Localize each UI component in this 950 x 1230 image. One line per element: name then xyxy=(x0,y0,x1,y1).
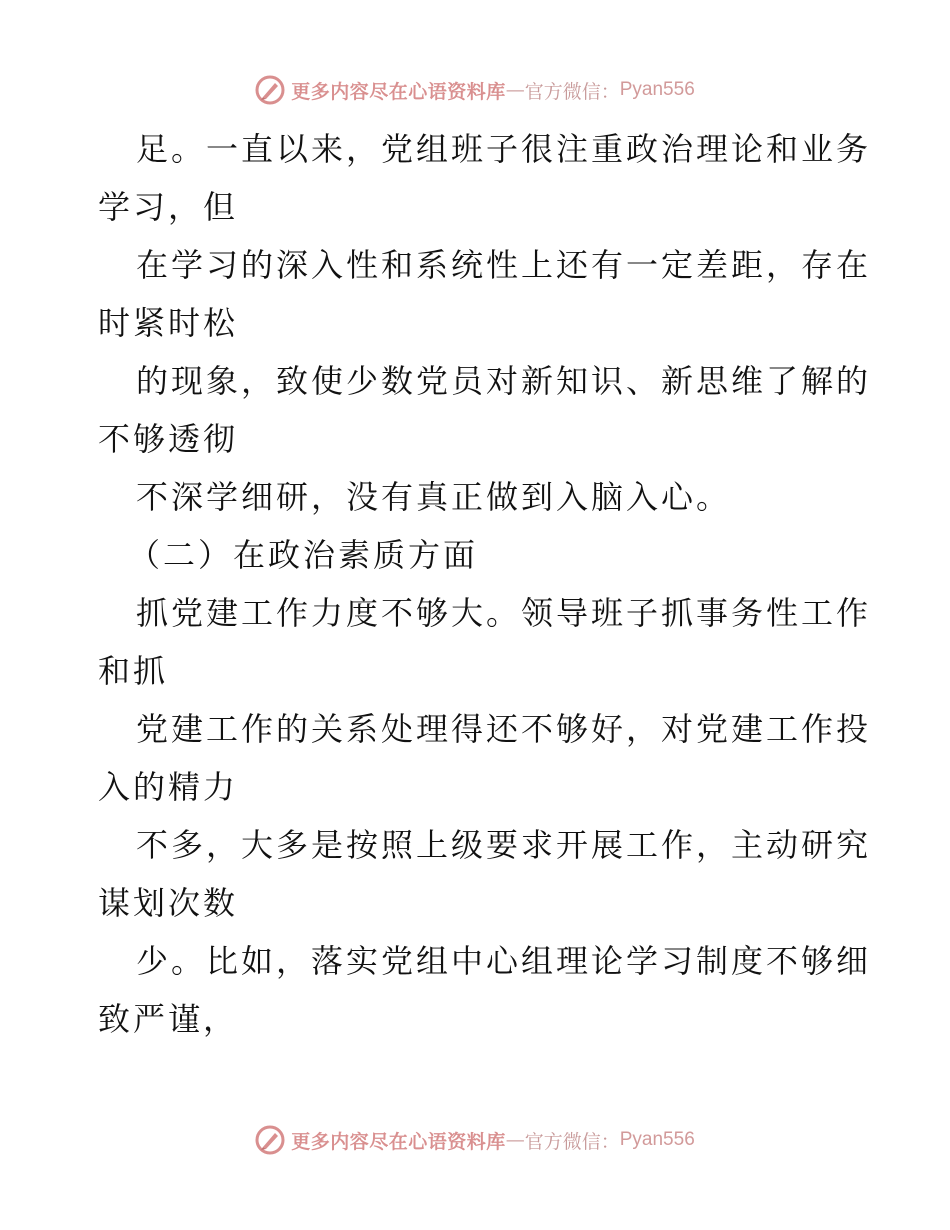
paragraph xyxy=(98,816,872,932)
section-heading: （二）在政治素质方面 xyxy=(128,536,479,574)
watermark-site: 更多内容尽在心语资料库 xyxy=(291,1130,506,1153)
paragraph-line: 的现象，致使少数党员对新知识、新思维了解的 xyxy=(136,362,872,400)
watermark-separator: — xyxy=(505,1129,525,1151)
watermark-site: 更多内容尽在心语资料库 xyxy=(291,80,506,103)
watermark-wechat-label: 官方微信： xyxy=(524,1130,620,1153)
paragraph-line: 时紧时松 xyxy=(98,304,239,342)
paragraph-line: 致严谨， xyxy=(98,1000,239,1038)
watermark-wechat-id: Pyan556 xyxy=(619,1129,695,1150)
paragraph-line: 少。比如，落实党组中心组理论学习制度不够细 xyxy=(136,942,872,980)
document-body xyxy=(98,120,872,1048)
watermark-wechat-id: Pyan556 xyxy=(619,79,695,100)
paragraph-line: 学习，但 xyxy=(98,188,239,226)
paragraph-line: 抓党建工作力度不够大。领导班子抓事务性工作 xyxy=(136,594,872,632)
paragraph xyxy=(98,236,872,352)
paragraph xyxy=(98,932,872,1048)
watermark-wechat-label: 官方微信： xyxy=(524,80,620,103)
paragraph-line: 不多，大多是按照上级要求开展工作，主动研究 xyxy=(136,826,872,864)
paragraph-line: 不够透彻 xyxy=(98,420,239,458)
footer-watermark xyxy=(0,1120,950,1160)
header-watermark xyxy=(0,70,950,110)
paragraph-line: 足。一直以来，党组班子很注重政治理论和业务 xyxy=(136,130,872,168)
paragraph-line: 在学习的深入性和系统性上还有一定差距，存在 xyxy=(136,246,872,284)
logo-pen-icon xyxy=(255,75,285,105)
paragraph-line: 谋划次数 xyxy=(98,884,239,922)
paragraph-line: 和抓 xyxy=(98,652,169,690)
paragraph-line: 党建工作的关系处理得还不够好，对党建工作投 xyxy=(136,710,872,748)
paragraph xyxy=(98,700,872,816)
paragraph-line: 入的精力 xyxy=(98,768,239,806)
paragraph-line: 不深学细研，没有真正做到入脑入心。 xyxy=(136,478,732,516)
logo-pen-icon xyxy=(255,1125,285,1155)
watermark-separator: — xyxy=(505,79,525,101)
paragraph xyxy=(98,468,858,526)
paragraph xyxy=(98,352,872,468)
paragraph xyxy=(98,584,872,700)
paragraph xyxy=(98,120,872,236)
